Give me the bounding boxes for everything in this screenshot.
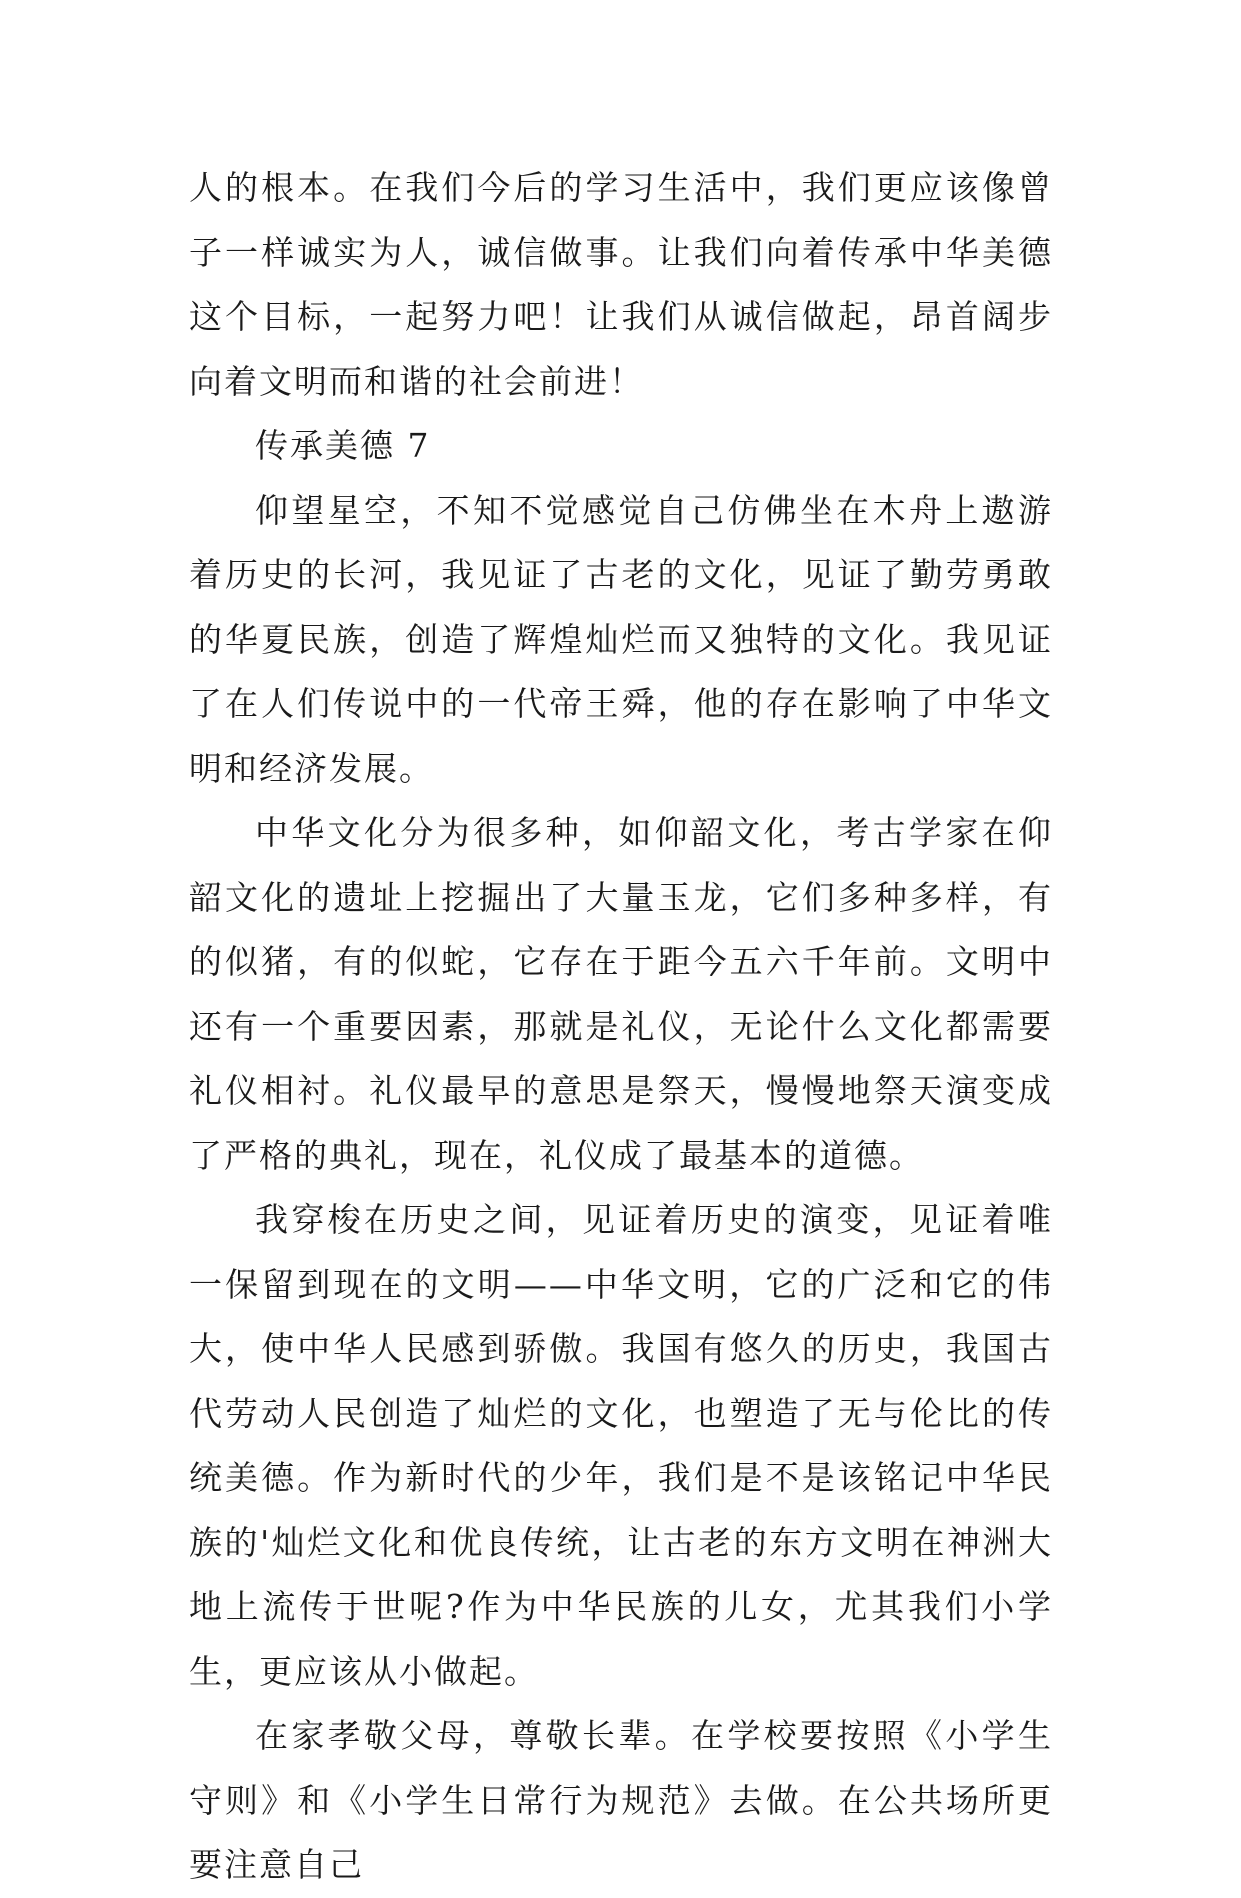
paragraph: 仰望星空，不知不觉感觉自己仿佛坐在木舟上遨游着历史的长河，我见证了古老的文化，见证了勤劳勇敢的华夏民族，创造了辉煌灿烂而又独特的文化。我见证了在人们传说中的一代帝王舜，他的存在影响了中华文明和经济发展。 bbox=[189, 490, 1053, 788]
paragraph: 在家孝敬父母，尊敬长辈。在学校要按照《小学生守则》和《小学生日常行为规范》去做。在公共场所更要注意自己 bbox=[189, 1716, 1053, 1884]
section-title: 传承美德 7 bbox=[255, 426, 431, 465]
paragraph: 我穿梭在历史之间，见证着历史的演变，见证着唯一保留到现在的文明——中华文明，它的广泛和它的伟大，使中华人民感到骄傲。我国有悠久的历史，我国古代劳动人民创造了灿烂的文化，也塑造了无与伦比的传统美德。作为新时代的少年，我们是不是该铭记中华民族的'灿烂文化和优良传统，让古老的东方文明在神洲大地上流传于世呢?作为中华民族的儿女，尤其我们小学生，更应该从小做起。 bbox=[189, 1200, 1053, 1691]
paragraph: 中华文化分为很多种，如仰韶文化，考古学家在仰韶文化的遗址上挖掘出了大量玉龙，它们多种多样，有的似猪，有的似蛇，它存在于距今五六千年前。文明中还有一个重要因素，那就是礼仪，无论什么文化都需要礼仪相衬。礼仪最早的意思是祭天，慢慢地祭天演变成了严格的典礼，现在，礼仪成了最基本的道德。 bbox=[189, 813, 1053, 1175]
document-body bbox=[189, 156, 1053, 1898]
paragraph-continued: 人的根本。在我们今后的学习生活中，我们更应该像曾子一样诚实为人，诚信做事。让我们向着传承中华美德这个目标，一起努力吧！让我们从诚信做起，昂首阔步向着文明而和谐的社会前进！ bbox=[189, 168, 1053, 401]
